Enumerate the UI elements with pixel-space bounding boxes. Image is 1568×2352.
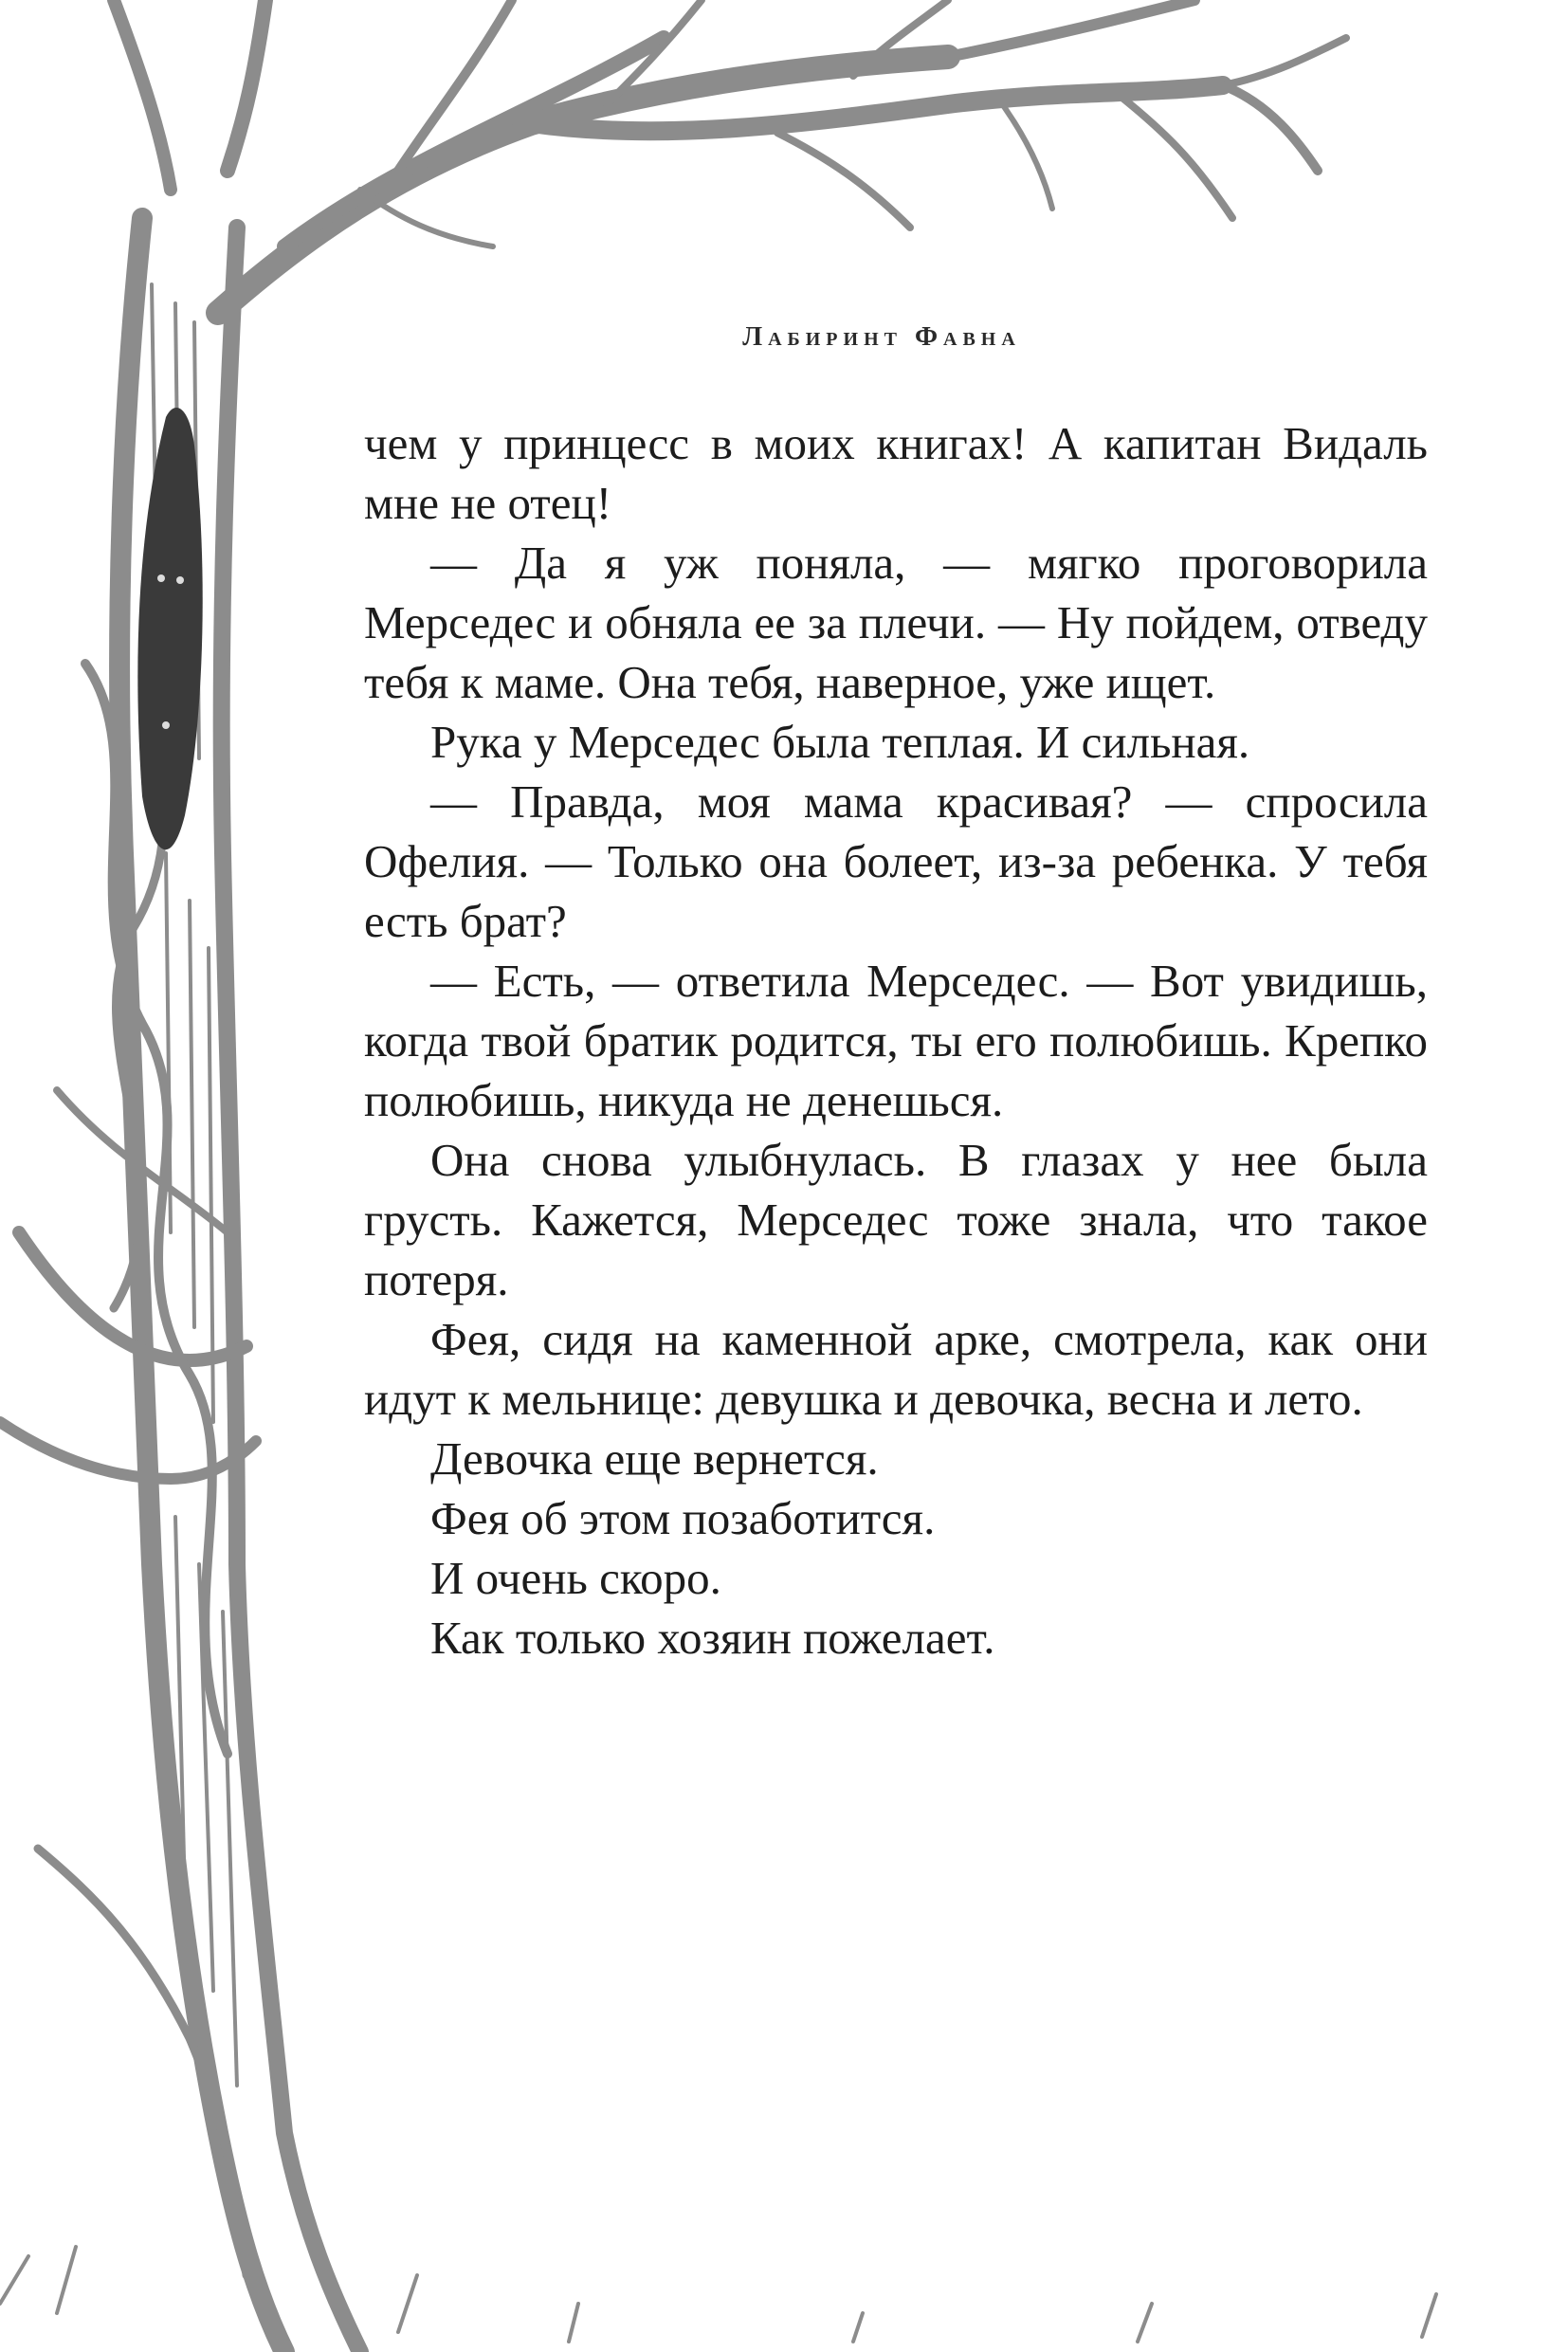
paragraph: — Да я уж поняла, — мягко проговорила Мерседес и обняла ее за плечи. — Ну пойдем, отведу тебя к маме. Она тебя, наверное, уже ищет. xyxy=(364,537,1428,708)
body-text xyxy=(364,413,1428,1668)
running-head: Лабиринт Фавна xyxy=(742,322,1021,352)
paragraph: чем у принцесс в моих книгах! А капитан Видаль мне не отец! xyxy=(364,417,1428,529)
paragraph: — Правда, моя мама красивая? — спросила Офелия. — Только она болеет, из-за ребенка. У тебя есть брат? xyxy=(364,775,1428,947)
paragraph: Рука у Мерседес была теплая. И сильная. xyxy=(430,716,1250,768)
paragraph: Фея об этом позаботится. xyxy=(430,1492,936,1544)
paragraph: Как только хозяин пожелает. xyxy=(430,1612,995,1664)
paragraph: Она снова улыбнулась. В глазах у нее была грусть. Кажется, Мерседес тоже знала, что такое потеря. xyxy=(364,1134,1428,1305)
paragraph: И очень скоро. xyxy=(430,1552,721,1604)
paragraph: Фея, сидя на каменной арке, смотрела, как они идут к мельнице: девушка и девочка, весна и лето. xyxy=(364,1313,1428,1425)
paragraph: — Есть, — ответила Мерседес. — Вот увидишь, когда твой братик родится, ты его полюбишь. Крепко полюбишь, никуда не денешься. xyxy=(364,955,1428,1126)
paragraph: Девочка еще вернется. xyxy=(430,1432,879,1485)
